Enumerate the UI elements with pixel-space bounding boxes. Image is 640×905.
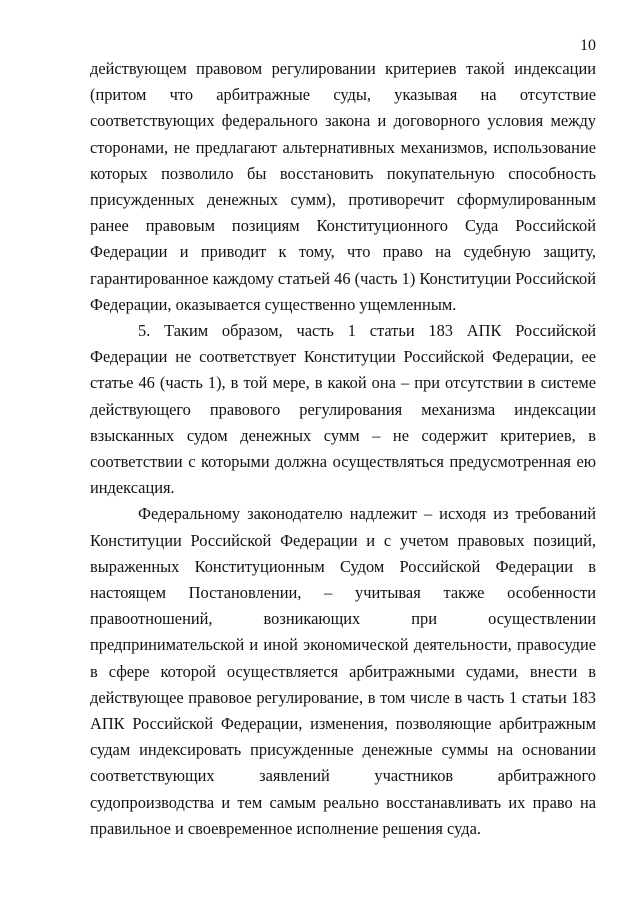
page-number: 10 [580,37,596,54]
document-body [90,56,596,842]
paragraph-conclusion: 5. Таким образом, часть 1 статьи 183 АПК Российской Федерации не соответствует Конституции Российской Федерации, ее статье 46 (часть 1), в той мере, в какой она – при отсутствии в системе действующего правового регулирования механизма индексации взысканных судом денежных сумм – не содержит критериев, в соответствии с которыми должна осуществляться предусмотренная ею индексация. [90,321,596,498]
paragraph-continuation: действующем правовом регулировании критериев такой индексации (притом что арбитражные суды, указывая на отсутствие соответствующих федерального закона и договорного условия между сторонами, не предлагают альтернативных механизмов, использование которых позволило бы восстановить покупательную способность присужденных денежных сумм), противоречит сформулированным ранее правовым позициям Конституционного Суда Российской Федерации и приводит к тому, что право на судебную защиту, гарантированное каждому статьей 46 (часть 1) Конституции Российской Федерации, оказывается существенно ущемленным. [90,59,596,314]
paragraph-legislator-instruction: Федеральному законодателю надлежит – исходя из требований Конституции Российской Федерации и с учетом правовых позиций, выраженных Конституционным Судом Российской Федерации в настоящем Постановлении, – учитывая также особенности правоотношений, возникающих при осуществлении предпринимательской и иной экономической деятельности, правосудие в сфере которой осуществляется арбитражными судами, внести в действующее правовое регулирование, в том числе в часть 1 статьи 183 АПК Российской Федерации, изменения, позволяющие арбитражным судам индексировать присужденные денежные суммы на основании соответствующих заявлений участников арбитражного судопроизводства и тем самым реально восстанавливать их право на правильное и своевременное исполнение решения суда. [90,504,596,838]
